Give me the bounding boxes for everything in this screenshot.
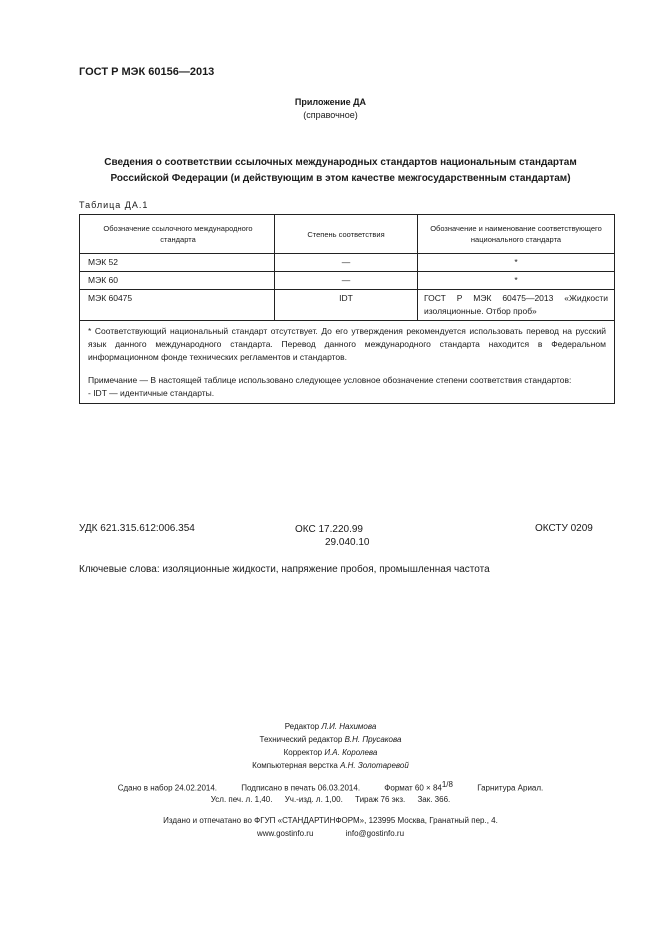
- standard-number: ГОСТ Р МЭК 60156—2013: [79, 66, 215, 78]
- header-national: Обозначение и наименование соответствующего национального стандарта: [418, 215, 615, 254]
- cell-reference: МЭК 60: [80, 272, 275, 290]
- table-row: [80, 290, 615, 321]
- section-heading: [60, 155, 621, 187]
- credit-name: А.Н. Золотаревой: [340, 761, 409, 770]
- cell-reference: МЭК 52: [80, 254, 275, 272]
- credit-name: И.А. Королева: [324, 748, 378, 757]
- imprint-print-sheets: Усл. печ. л. 1,40.: [210, 795, 273, 804]
- credit-name: Л.И. Нахимова: [321, 722, 377, 731]
- table-header-row: [80, 215, 615, 254]
- imprint-format: Формат 60 × 84: [384, 783, 442, 793]
- credit-corrector: [0, 746, 661, 759]
- credit-tech-editor: [0, 733, 661, 746]
- imprint-format-fraction: 1/8: [441, 780, 453, 789]
- annex-block: [0, 96, 661, 122]
- publisher-contacts: [0, 829, 661, 838]
- annex-title: Приложение ДА: [294, 97, 367, 107]
- oks-code: [295, 523, 370, 549]
- table-notes: [80, 321, 615, 404]
- heading-line-1: Сведения о соответствии ссылочных международных стандартов национальным стандартам: [104, 157, 577, 168]
- cell-national: *: [418, 272, 615, 290]
- cell-reference: МЭК 60475: [80, 290, 275, 321]
- keywords: Ключевые слова: изоляционные жидкости, напряжение пробоя, промышленная частота: [79, 564, 490, 575]
- imprint-order: Зак. 366.: [417, 795, 451, 804]
- cell-national: ГОСТ Р МЭК 60475—2013 «Жидкости изоляционные. Отбор проб»: [418, 290, 615, 321]
- header-reference: Обозначение ссылочного международного стандарта: [80, 215, 275, 254]
- note-item: - IDT — идентичные стандарты.: [88, 388, 215, 398]
- publisher-email[interactable]: info@gostinfo.ru: [345, 829, 405, 838]
- okstu-code: ОКСТУ 0209: [535, 523, 593, 534]
- oks-line-1: ОКС 17.220.99: [295, 524, 363, 535]
- credit-layout: [0, 759, 661, 772]
- cell-degree: —: [275, 254, 418, 272]
- cell-degree: —: [275, 272, 418, 290]
- correspondence-table: [79, 214, 615, 404]
- cell-degree: IDT: [275, 290, 418, 321]
- publisher-website[interactable]: www.gostinfo.ru: [256, 829, 314, 838]
- imprint-run: Тираж 76 экз.: [355, 795, 406, 804]
- imprint-signed: Подписано в печать 06.03.2014.: [241, 783, 361, 793]
- credit-label: Компьютерная верстка: [252, 761, 338, 770]
- annex-subtitle: (справочное): [303, 110, 358, 120]
- imprint-line-2: [0, 795, 661, 804]
- table-caption: Таблица ДА.1: [79, 200, 149, 210]
- udk-code: УДК 621.315.612:006.354: [79, 523, 195, 534]
- table-notes-row: [80, 321, 615, 404]
- credit-label: Корректор: [283, 748, 323, 757]
- oks-line-2: 29.040.10: [325, 537, 370, 548]
- credit-name: В.Н. Прусакова: [344, 735, 402, 744]
- credit-label: Редактор: [284, 722, 320, 731]
- imprint-pub-sheets: Уч.-изд. л. 1,00.: [284, 795, 343, 804]
- cell-national: *: [418, 254, 615, 272]
- table-row: [80, 272, 615, 290]
- imprint-sent: Сдано в набор 24.02.2014.: [117, 783, 218, 793]
- table-row: [80, 254, 615, 272]
- imprint-font: Гарнитура Ариал.: [477, 783, 544, 793]
- credit-editor: [0, 720, 661, 733]
- imprint-line-1: [0, 780, 661, 793]
- footnote-text: * Соответствующий национальный стандарт отсутствует. До его утверждения рекомендуется использовать перевод на русский язык данного международного стандарта. Перевод данного международного стандарта находится в Федеральном информационном фонде технических регламентов и стандартов.: [88, 326, 606, 362]
- credits-block: [0, 720, 661, 772]
- heading-line-2: Российской Федерации (и действующим в этом качестве межгосударственным стандартам): [110, 173, 571, 184]
- note-text: Примечание — В настоящей таблице использовано следующее условное обозначение степени соответствия стандартов:: [88, 375, 572, 385]
- credit-label: Технический редактор: [259, 735, 343, 744]
- header-degree: Степень соответствия: [275, 215, 418, 254]
- publisher-line: Издано и отпечатано во ФГУП «СТАНДАРТИНФОРМ», 123995 Москва, Гранатный пер., 4.: [163, 816, 498, 825]
